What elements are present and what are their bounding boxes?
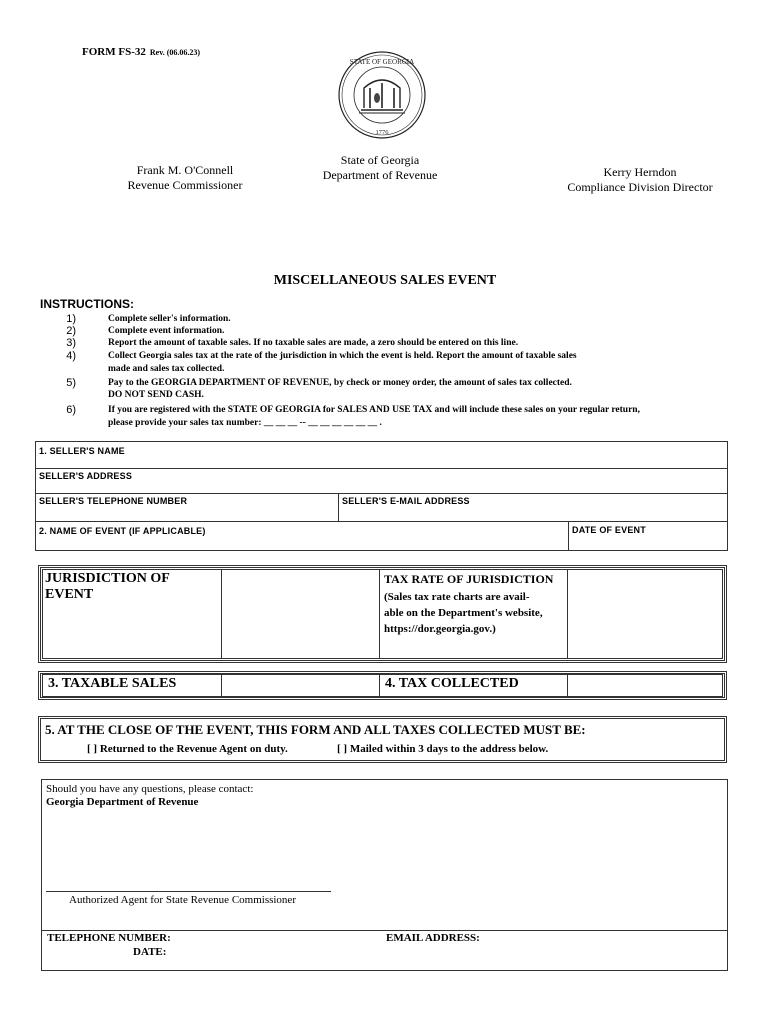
commissioner-name: Frank M. O'Connell xyxy=(136,163,234,177)
seller-email-label: SELLER'S E-MAIL ADDRESS xyxy=(342,496,470,506)
date-label[interactable]: DATE: xyxy=(133,946,167,958)
tax-rate-input[interactable] xyxy=(567,569,723,659)
divider xyxy=(42,930,727,931)
director-block xyxy=(545,165,735,195)
instruction-text: Complete event information. xyxy=(108,326,225,336)
jurisdiction-label-cell xyxy=(42,569,222,659)
instruction-text: DO NOT SEND CASH. xyxy=(108,390,204,400)
closing-instructions-box xyxy=(38,716,727,763)
event-name-field[interactable] xyxy=(35,521,569,551)
state-name: State of Georgia xyxy=(340,153,420,167)
website-link[interactable]: https://dor.georgia.gov.) xyxy=(384,623,496,635)
jurisdiction-label: JURISDICTION OF EVENT xyxy=(45,571,170,602)
georgia-state-seal xyxy=(337,50,427,140)
seller-email-field[interactable] xyxy=(338,493,728,522)
email-label[interactable]: EMAIL ADDRESS: xyxy=(386,932,480,944)
jurisdiction-input[interactable] xyxy=(221,569,380,659)
contact-box xyxy=(41,779,728,971)
closing-heading: 5. AT THE CLOSE OF THE EVENT, THIS FORM AND ALL TAXES COLLECTED MUST BE: xyxy=(45,722,586,737)
seller-name-field[interactable] xyxy=(35,441,728,469)
director-title: Compliance Division Director xyxy=(567,180,713,194)
instruction-number: 3) xyxy=(66,337,76,349)
commissioner-block xyxy=(100,163,270,193)
taxable-sales-input[interactable] xyxy=(221,674,380,697)
seller-phone-label: SELLER'S TELEPHONE NUMBER xyxy=(39,496,188,506)
form-title: MISCELLANEOUS SALES EVENT xyxy=(273,273,497,288)
mail-within-3-days-checkbox[interactable]: [ ] Mailed within 3 days to the address below. xyxy=(337,743,549,755)
event-name-label: 2. NAME OF EVENT (IF APPLICABLE) xyxy=(39,526,206,536)
tax-collected-label-cell xyxy=(379,674,568,697)
return-to-agent-checkbox[interactable]: [ ] Returned to the Revenue Agent on duty. xyxy=(87,743,288,755)
agent-label: Authorized Agent for State Revenue Commissioner xyxy=(69,894,296,906)
event-date-label: DATE OF EVENT xyxy=(572,525,646,535)
seller-address-label: SELLER'S ADDRESS xyxy=(39,471,133,481)
instruction-text: If you are registered with the STATE OF GEORGIA for SALES AND USE TAX and will include these sales on your regular return, xyxy=(108,405,640,415)
form-number xyxy=(82,46,200,58)
telephone-label[interactable]: TELEPHONE NUMBER: xyxy=(47,932,171,944)
instructions-heading: INSTRUCTIONS: xyxy=(40,297,134,311)
department-block xyxy=(300,153,460,183)
tax-rate-note-line: able on the Department's website, xyxy=(384,607,543,619)
form-number-text: FORM FS-32 xyxy=(82,46,146,58)
tax-collected-input[interactable] xyxy=(567,674,723,697)
seller-name-label: 1. SELLER'S NAME xyxy=(39,446,125,456)
tax-rate-label: TAX RATE OF JURISDICTION xyxy=(384,572,554,586)
instruction-text: Collect Georgia sales tax at the rate of the jurisdiction in which the event is held. Report the amount of taxable sales xyxy=(108,351,577,361)
instruction-number: 6) xyxy=(66,404,76,416)
instruction-text: Complete seller's information. xyxy=(108,314,231,324)
revision-date: Rev. (06.06.23) xyxy=(149,48,201,57)
instruction-text: Report the amount of taxable sales. If no taxable sales are made, a zero should be entered on this line. xyxy=(108,338,519,348)
department-name: Department of Revenue xyxy=(322,168,438,182)
event-date-field[interactable] xyxy=(568,521,728,551)
instruction-number: 5) xyxy=(66,377,76,389)
director-name: Kerry Herndon xyxy=(603,165,677,179)
tax-rate-note xyxy=(384,589,568,637)
instruction-number: 4) xyxy=(66,350,76,362)
instruction-number: 1) xyxy=(66,313,76,325)
svg-text:STATE OF GEORGIA: STATE OF GEORGIA xyxy=(349,58,415,66)
sales-tax-number-field[interactable]: please provide your sales tax number: __ __ __ -- __ __ __ __ __ __ . xyxy=(108,418,382,428)
seller-phone-field[interactable] xyxy=(35,493,339,522)
tax-rate-note-line: (Sales tax rate charts are avail- xyxy=(384,591,530,603)
taxable-sales-label: 3. TAXABLE SALES xyxy=(48,676,177,691)
svg-text:1776: 1776 xyxy=(375,129,389,136)
instruction-text: made and sales tax collected. xyxy=(108,364,225,374)
instruction-text: Pay to the GEORGIA DEPARTMENT OF REVENUE, by check or money order, the amount of sales tax collected. xyxy=(108,378,572,388)
tax-rate-label-cell xyxy=(379,569,568,659)
contact-question: Should you have any questions, please contact: xyxy=(46,783,254,795)
tax-collected-label: 4. TAX COLLECTED xyxy=(385,676,519,691)
agent-signature-line[interactable] xyxy=(46,891,331,892)
instruction-number: 2) xyxy=(66,325,76,337)
seller-address-field[interactable] xyxy=(35,468,728,494)
contact-org: Georgia Department of Revenue xyxy=(46,796,199,808)
commissioner-title: Revenue Commissioner xyxy=(127,178,243,192)
taxable-sales-label-cell xyxy=(42,674,222,697)
